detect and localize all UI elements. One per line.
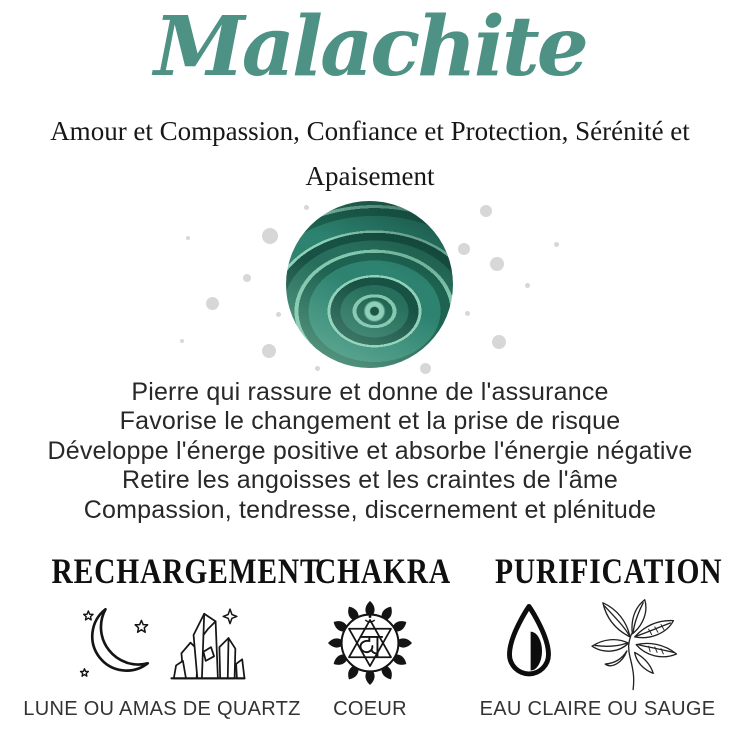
properties-list	[0, 378, 740, 525]
rechargement-caption: LUNE OU AMAS DE QUARTZ	[23, 698, 301, 720]
rechargement-icons	[22, 595, 302, 691]
property-line: Pierre qui rassure et donne de l'assurance	[131, 378, 609, 406]
subtitle-line-1: Amour et Compassion, Confiance et Protection, Sérénité et	[50, 116, 690, 146]
decor-dot	[186, 236, 190, 240]
decor-dot	[480, 205, 492, 217]
decor-dot	[525, 283, 530, 288]
purification-icons	[470, 595, 725, 691]
property-line: Favorise le changement et la prise de risque	[119, 407, 621, 436]
decor-dot	[465, 311, 470, 316]
moon-stars-icon	[79, 604, 157, 682]
section-title-text: PURIFICATION	[494, 551, 723, 591]
decor-dot	[490, 257, 504, 271]
section-title-text: RECHARGEMENT	[51, 551, 321, 591]
decor-dot	[315, 366, 320, 371]
quartz-cluster-icon	[170, 603, 246, 683]
section-chakra-title	[300, 551, 452, 591]
section-title-text: CHAKRA	[314, 551, 452, 591]
decor-dot	[262, 228, 278, 244]
decor-dot	[180, 339, 184, 343]
purification-caption: EAU CLAIRE OU SAUGE	[479, 698, 716, 720]
subtitle-line-2: Apaisement	[305, 161, 435, 191]
property-line: Compassion, tendresse, discernement et plénitude	[83, 495, 657, 524]
sage-icon	[568, 595, 692, 692]
subtitle	[0, 109, 740, 199]
malachite-stone-image	[286, 201, 453, 368]
chakra-icons	[300, 595, 440, 691]
water-drop-icon	[503, 601, 555, 685]
decor-dot	[458, 243, 470, 255]
property-line: Retire les angoisses et les craintes de l'âme	[122, 466, 618, 495]
decor-dot	[554, 242, 559, 247]
section-rechargement	[22, 551, 321, 721]
section-purification-title	[470, 552, 725, 590]
chakra-caption: COEUR	[333, 698, 407, 720]
decor-dot	[206, 297, 219, 310]
property-line: Développe l'énerge positive et absorbe l'énergie négative	[47, 436, 693, 465]
section-chakra	[300, 551, 452, 721]
decor-dot	[262, 344, 276, 358]
page-title: Malachite	[154, 0, 586, 95]
decor-dot	[243, 274, 251, 282]
decor-dot	[304, 205, 309, 210]
decor-dot	[276, 312, 281, 317]
decor-dot	[492, 335, 506, 349]
section-rechargement-title	[22, 551, 321, 591]
anahata-chakra-icon	[326, 599, 414, 687]
decor-dot	[420, 363, 431, 374]
section-purification	[470, 552, 725, 721]
